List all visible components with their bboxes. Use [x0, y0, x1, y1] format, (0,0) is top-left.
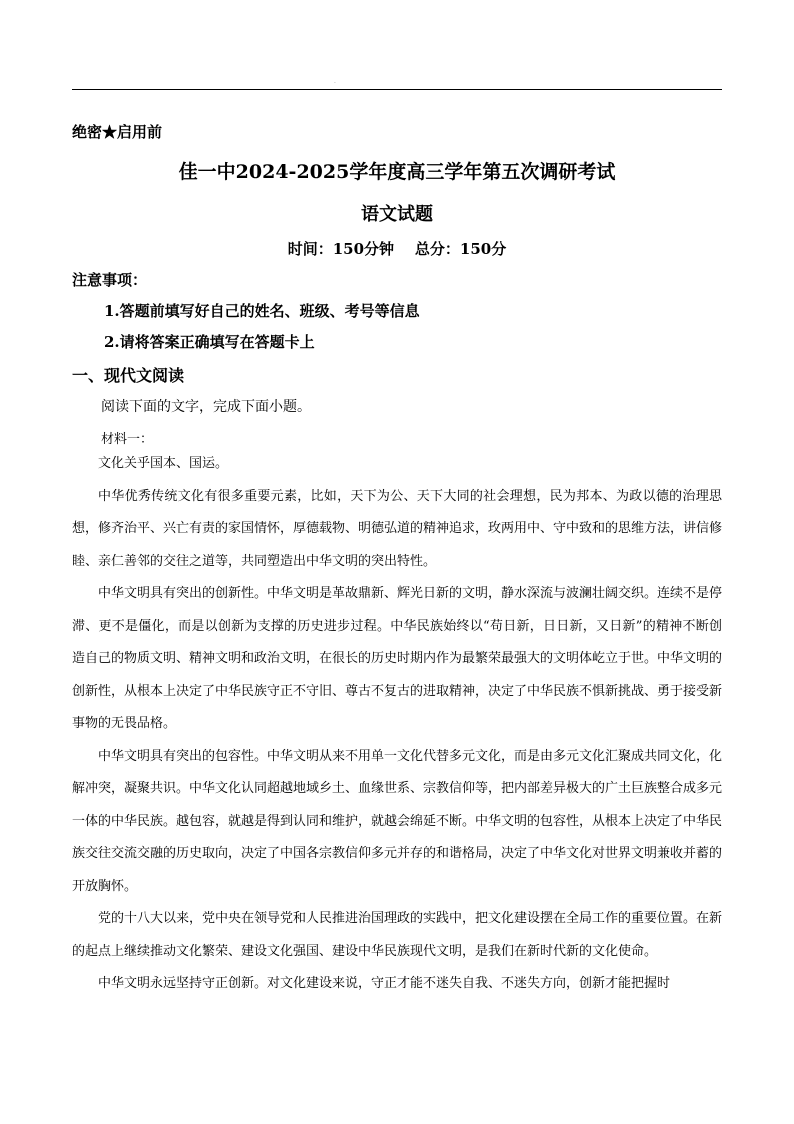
passage-paragraph: 文化关乎国本、国运。: [98, 456, 229, 471]
passage-paragraph: 中华文明永远坚持守正创新。对文化建设来说，守正才能不迷失自我、不迷失方向，创新才能把握时: [98, 976, 671, 991]
confidential-label: 绝密★启用前: [72, 123, 163, 141]
header-rule: [72, 89, 722, 90]
passage-paragraph: 中华文明具有突出的创新性。中华文明是革故鼎新、辉光日新的文明，静水深流与波澜壮阔交织。连续不是停滞、更不是僵化，而是以创新为支撑的历史进步过程。中华民族始终以“苟日新，日日新，又日新”的精神不断创造自己的物质文明、精神文明和政治文明，在很长的历史时期内作为最繁荣最强大的文明体屹立于世。中华文明的创新性，从根本上决定了中华民族守正不守旧、尊古不复古的进取精神，决定了中华民族不惧新挑战、勇于接受新事物的无畏品格。: [72, 586, 723, 731]
section-heading: 一、现代文阅读: [72, 366, 185, 385]
header-mark: ·: [334, 80, 336, 87]
notice-label: 注意事项：: [72, 271, 148, 289]
material-label: 材料一：: [101, 432, 154, 447]
reading-instruction: 阅读下面的文字，完成下面小题。: [101, 399, 311, 415]
passage-paragraph: 中华文明具有突出的包容性。中华文明从来不用单一文化代替多元文化，而是由多元文化汇聚成共同文化，化解冲突，凝聚共识。中华文化认同超越地域乡土、血缘世系、宗教信仰等，把内部差异极大的广土巨族整合成多元一体的中华民族。越包容，就越是得到认同和维护，就越会绵延不断。中华文明的包容性，从根本上决定了中华民族交往交流交融的历史取向，决定了中国各宗教信仰多元并存的和谐格局，决定了中华文化对世界文明兼收并蓄的开放胸怀。: [72, 748, 723, 894]
exam-time-info: 时间：150分钟 总分：150分: [287, 240, 507, 258]
reading-passage: [72, 448, 722, 1001]
passage-paragraph: 党的十八大以来，党中央在领导党和人民推进治国理政的实践中，把文化建设摆在全局工作的重要位置。在新的起点上继续推动文化繁荣、建设文化强国、建设中华民族现代文明，是我们在新时代新的文化使命。: [72, 911, 723, 959]
exam-subtitle: 语文试题: [361, 204, 433, 225]
notice-item: 2.请将答案正确填写在答题卡上: [104, 333, 315, 351]
notice-item: 1.答题前填写好自己的姓名、班级、考号等信息: [104, 302, 420, 320]
exam-title: 佳一中2024-2025学年度高三学年第五次调研考试: [178, 161, 616, 183]
passage-paragraph: 中华优秀传统文化有很多重要元素，比如，天下为公、天下大同的社会理想，民为邦本、为政以德的治理思想，修齐治平、兴亡有责的家国情怀，厚德载物、明德弘道的精神追求，玫两用中、守中致和的思维方法，讲信修睦、亲仁善邻的交往之道等，共同塑造出中华文明的突出特性。: [72, 488, 723, 569]
